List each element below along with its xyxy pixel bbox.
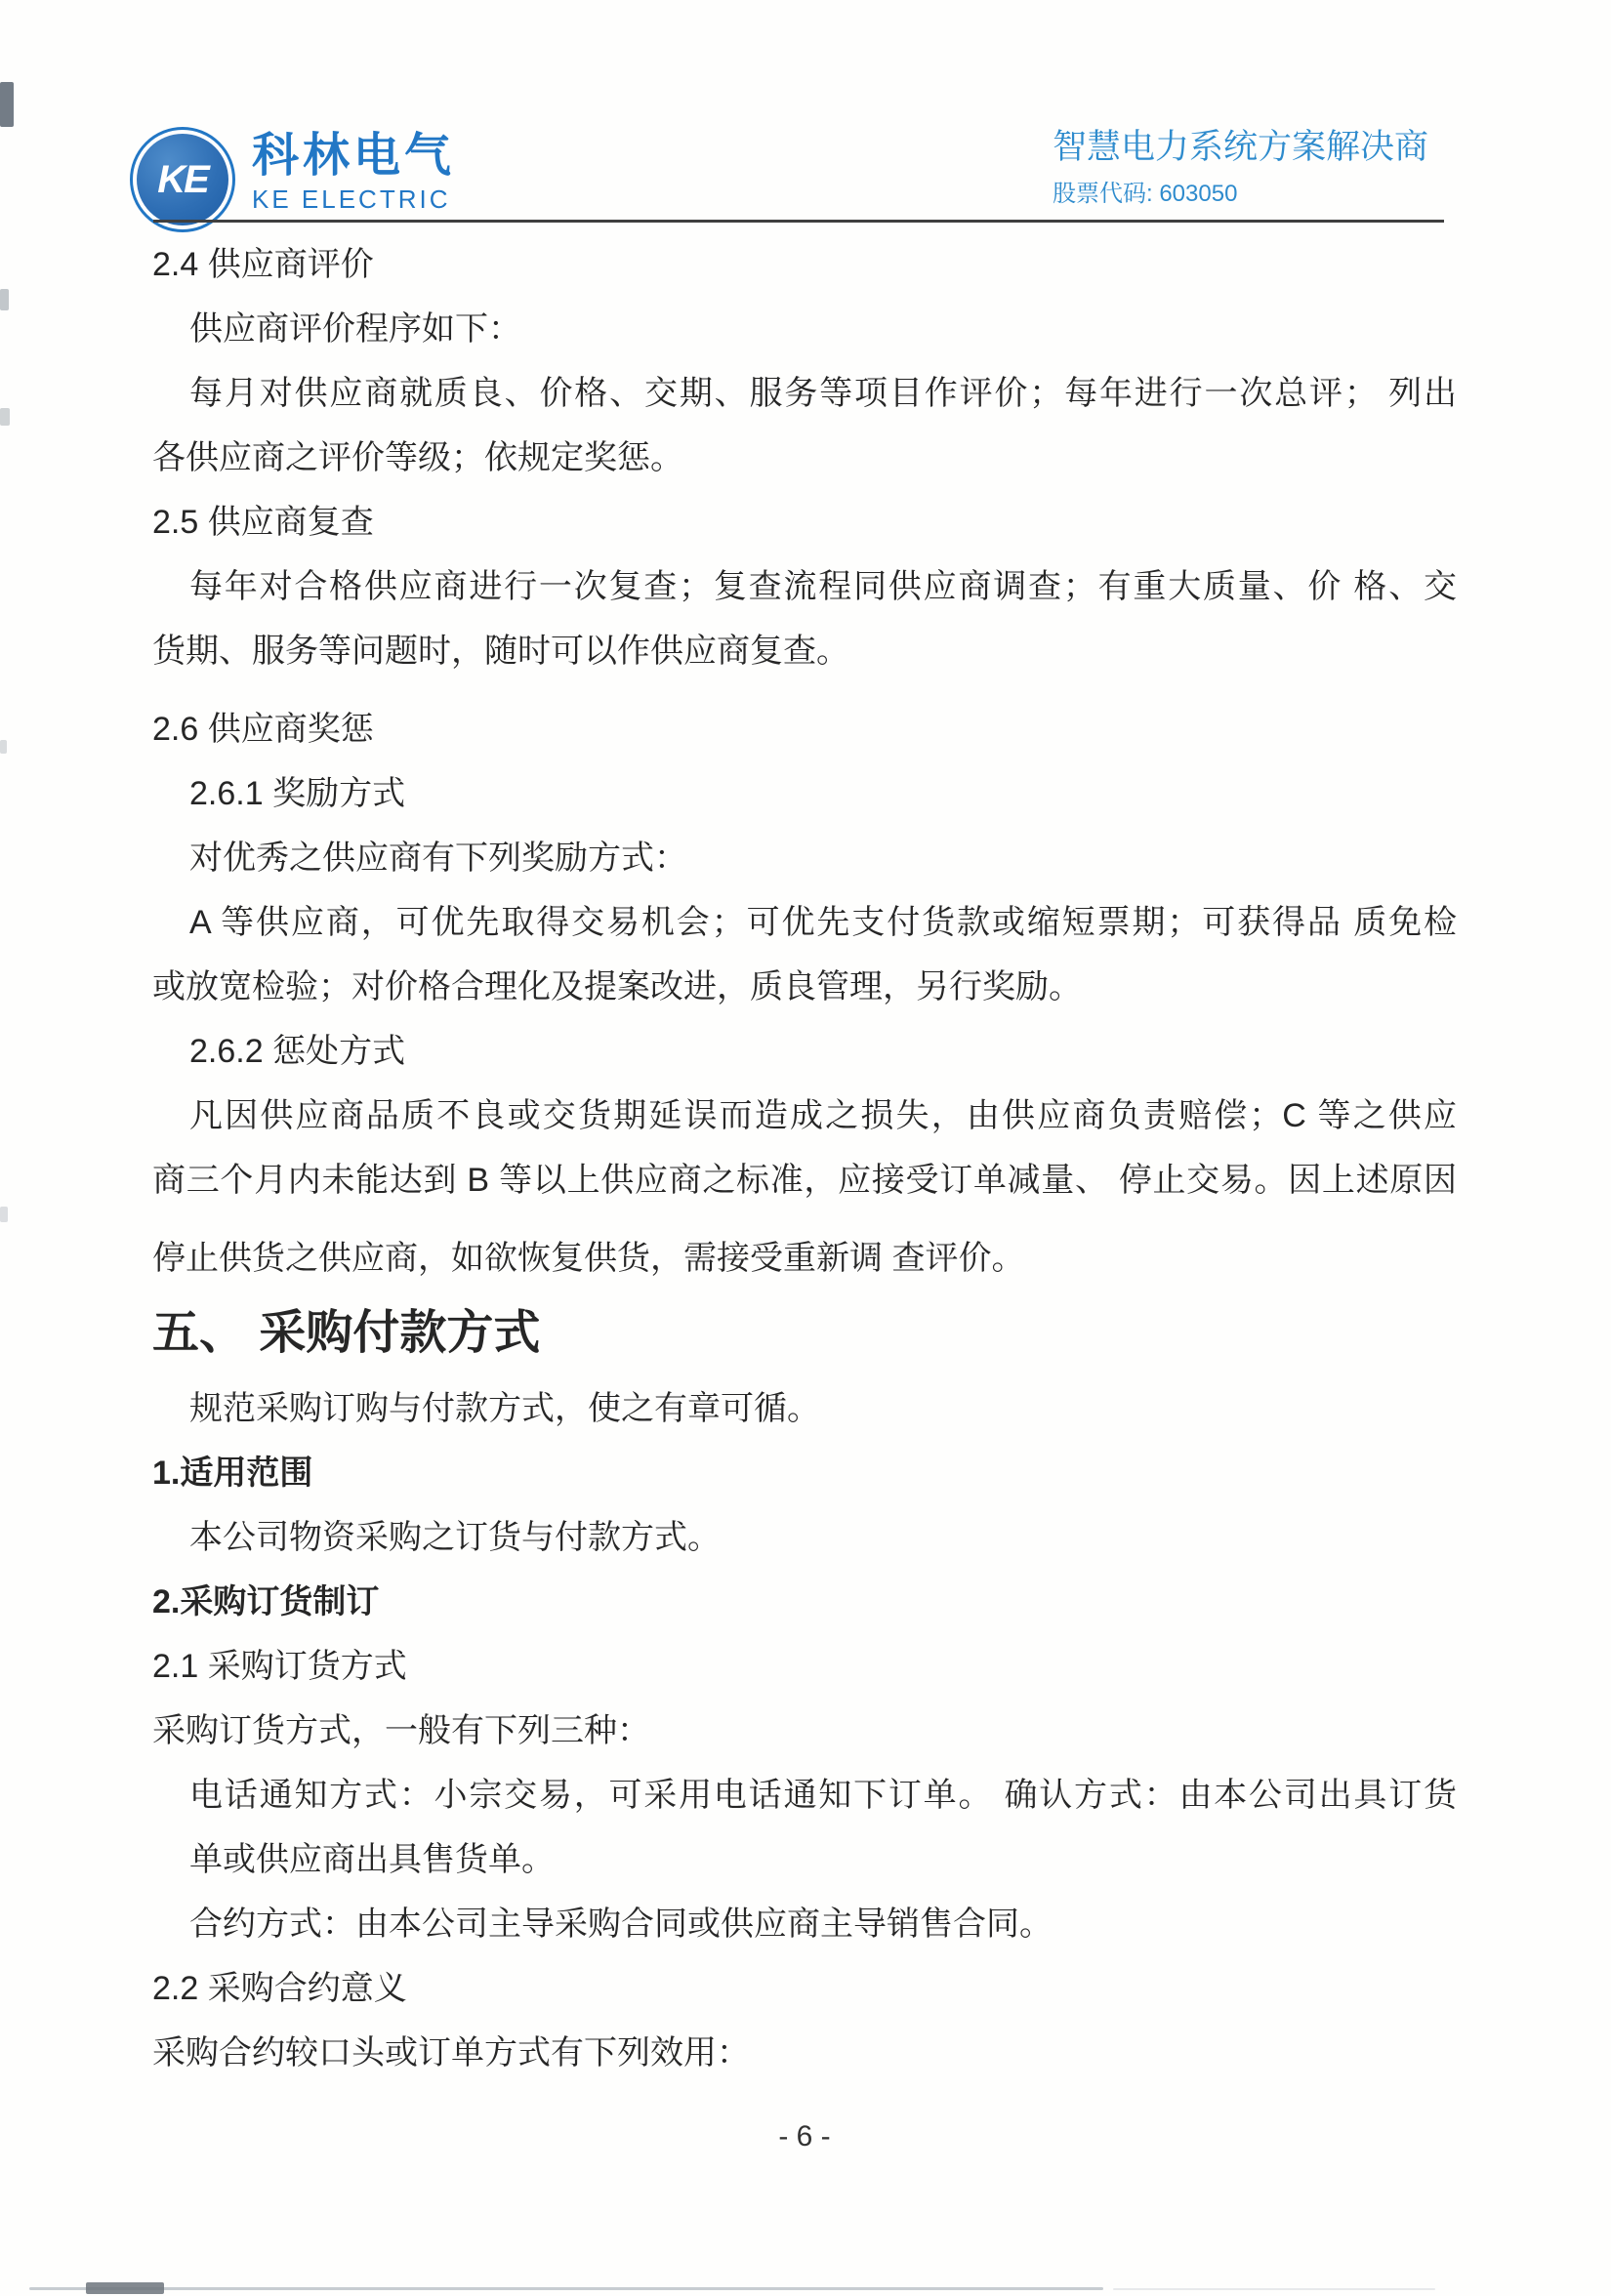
scan-artifact bbox=[0, 408, 10, 426]
text-line: 2.采购订货制订 bbox=[152, 1583, 380, 1620]
page-footer bbox=[152, 2120, 1457, 2153]
company-tagline: 智慧电力系统方案解决商 bbox=[1053, 128, 1429, 166]
text-line: 停止供货之供应商，如欲恢复供货，需接受重新调 查评价。 bbox=[152, 1240, 1025, 1277]
text-line: 货期、服务等问题时，随时可以作供应商复查。 bbox=[152, 633, 849, 670]
text-line: 每月对供应商就质良、价格、交期、服务等项目作评价；每年进行一次总评； 列出 bbox=[189, 375, 1457, 412]
logo-monogram-text: KE bbox=[157, 157, 208, 201]
page-number: - 6 - bbox=[778, 2120, 831, 2152]
text-line: 对优秀之供应商有下列奖励方式： bbox=[189, 840, 687, 877]
ke-logo-monogram bbox=[137, 134, 228, 226]
text-line: 供应商评价程序如下： bbox=[189, 310, 521, 348]
company-name-en: KE ELECTRIC bbox=[252, 184, 451, 214]
scan-artifact bbox=[0, 1207, 8, 1222]
document-lines bbox=[152, 232, 1457, 2085]
text-line: 或放宽检验；对价格合理化及提案改进，质良管理，另行奖励。 bbox=[152, 968, 1082, 1005]
text-line: 合约方式：由本公司主导采购合同或供应商主导销售合同。 bbox=[189, 1906, 1053, 1943]
text-line: 2.5 供应商复查 bbox=[152, 504, 374, 541]
scan-artifact bbox=[0, 82, 14, 127]
scan-artifact bbox=[1113, 2288, 1435, 2290]
text-line: 单或供应商出具售货单。 bbox=[189, 1841, 555, 1878]
text-line: 每年对合格供应商进行一次复查；复查流程同供应商调查；有重大质量、价 格、交 bbox=[189, 568, 1457, 605]
company-name-zh: 科林电气 bbox=[252, 130, 456, 182]
text-line: 各供应商之评价等级；依规定奖惩。 bbox=[152, 439, 683, 476]
scan-artifact bbox=[0, 740, 7, 754]
text-line: 凡因供应商品质不良或交货期延误而造成之损失，由供应商负责赔偿；C 等之供应 bbox=[189, 1097, 1457, 1134]
header-right-block bbox=[1053, 127, 1428, 209]
text-line: 五、 采购付款方式 bbox=[152, 1307, 541, 1359]
text-line: 商三个月内未能达到 B 等以上供应商之标准，应接受订单减量、 停止交易。因上述原因 bbox=[152, 1162, 1457, 1199]
text-line: 采购合约较口头或订单方式有下列效用： bbox=[152, 2034, 750, 2071]
company-logotype bbox=[252, 131, 455, 215]
scan-artifact bbox=[0, 289, 9, 310]
header-divider bbox=[153, 220, 1444, 223]
text-line: 规范采购订购与付款方式，使之有章可循。 bbox=[189, 1390, 820, 1427]
text-line: 电话通知方式：小宗交易，可采用电话通知下订单。 确认方式：由本公司出具订货 bbox=[189, 1777, 1457, 1814]
scan-artifact bbox=[86, 2282, 164, 2294]
scan-artifact bbox=[29, 2287, 1103, 2290]
text-line: 本公司物资采购之订货与付款方式。 bbox=[189, 1519, 721, 1556]
stock-code: 股票代码: 603050 bbox=[1053, 181, 1238, 207]
text-line: 2.6.2 惩处方式 bbox=[189, 1033, 406, 1070]
text-line: 2.1 采购订货方式 bbox=[152, 1648, 407, 1685]
text-line: 2.4 供应商评价 bbox=[152, 246, 374, 283]
text-line: 采购订货方式，一般有下列三种： bbox=[152, 1712, 650, 1749]
text-line: 2.6.1 奖励方式 bbox=[189, 775, 406, 812]
text-line: 2.2 采购合约意义 bbox=[152, 1970, 407, 2007]
ke-logo-icon bbox=[130, 127, 235, 232]
text-line: A 等供应商，可优先取得交易机会；可优先支付货款或缩短票期；可获得品 质免检 bbox=[189, 904, 1457, 941]
text-line: 2.6 供应商奖惩 bbox=[152, 711, 374, 748]
text-line: 1.适用范围 bbox=[152, 1455, 313, 1492]
